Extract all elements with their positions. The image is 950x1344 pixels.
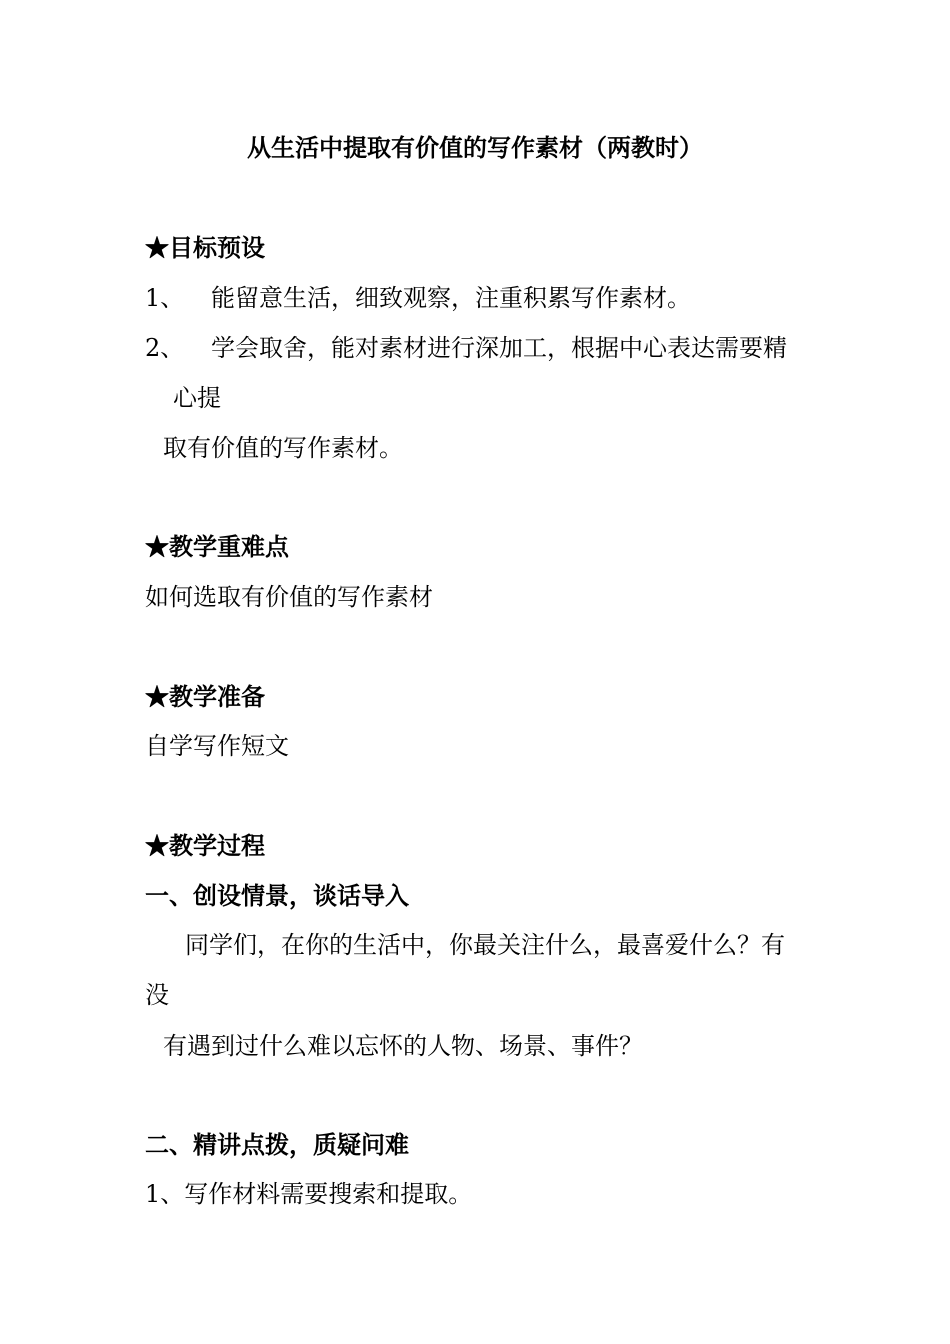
section-2-item-1: 1、写作材料需要搜索和提取。 xyxy=(145,1180,473,1208)
goal-item-2 xyxy=(145,333,787,363)
section-1-heading: 一、创设情景，谈话导入 xyxy=(145,881,409,910)
goal-item-2-continuation-2: 取有价值的写作素材。 xyxy=(163,434,403,462)
process-heading: ★教学过程 xyxy=(145,831,265,860)
goal-item-2-continuation-1: 心提 xyxy=(173,384,221,412)
document-title: 从生活中提取有价值的写作素材（两教时） xyxy=(247,133,703,162)
section-1-line-3: 有遇到过什么难以忘怀的人物、场景、事件？ xyxy=(163,1032,643,1060)
preparation-text: 自学写作短文 xyxy=(145,732,289,760)
goal-item-1-number: 1、 xyxy=(145,284,185,312)
goal-item-2-number: 2、 xyxy=(145,334,185,362)
section-2-heading: 二、精讲点拨，质疑问难 xyxy=(145,1130,409,1159)
key-points-heading: ★教学重难点 xyxy=(145,532,289,561)
goal-item-2-text: 学会取舍，能对素材进行深加工，根据中心表达需要精 xyxy=(211,334,787,362)
goal-item-1-text: 能留意生活，细致观察，注重积累写作素材。 xyxy=(211,284,691,312)
goal-item-1 xyxy=(145,283,691,313)
key-points-text: 如何选取有价值的写作素材 xyxy=(145,583,433,611)
section-1-line-1: 同学们，在你的生活中，你最关注什么，最喜爱什么？有 xyxy=(185,931,785,959)
section-1-line-2: 没 xyxy=(145,981,169,1009)
preparation-heading: ★教学准备 xyxy=(145,682,265,711)
goals-heading: ★目标预设 xyxy=(145,233,265,262)
